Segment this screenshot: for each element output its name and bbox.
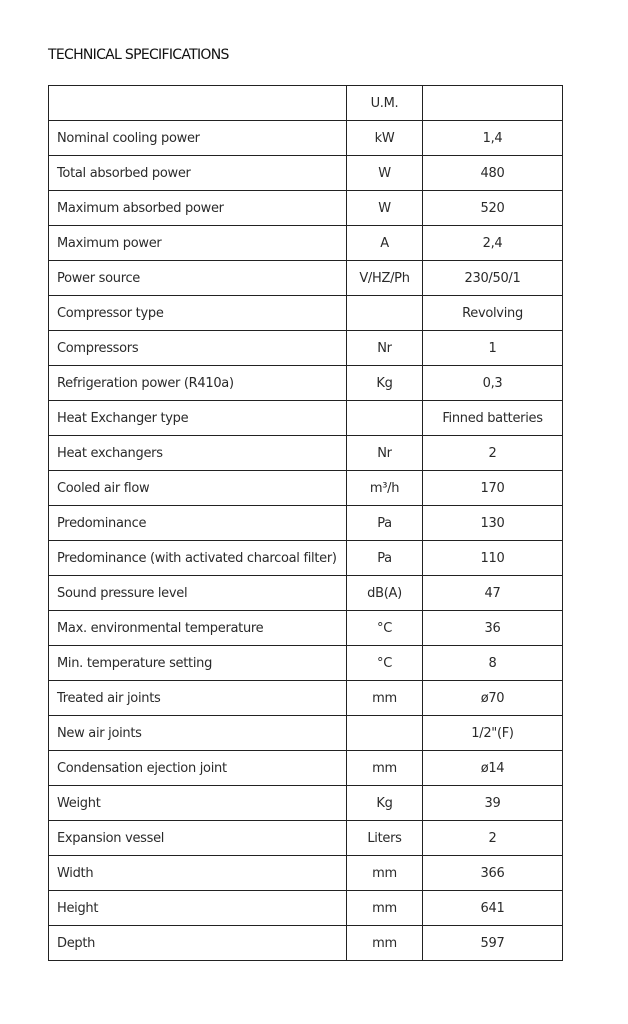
row-parameter: Weight: [49, 786, 347, 821]
row-parameter: Max. environmental temperature: [49, 611, 347, 646]
row-value: 47: [423, 576, 563, 611]
row-value: 597: [423, 926, 563, 961]
row-parameter: Compressors: [49, 331, 347, 366]
row-value: 366: [423, 856, 563, 891]
row-value: 1: [423, 331, 563, 366]
row-unit: V/HZ/Ph: [347, 261, 423, 296]
row-parameter: Predominance (with activated charcoal filter): [49, 541, 347, 576]
row-unit: mm: [347, 856, 423, 891]
row-unit: Kg: [347, 786, 423, 821]
table-row: [49, 541, 563, 576]
row-unit: [347, 296, 423, 331]
row-value: 36: [423, 611, 563, 646]
table-row: [49, 296, 563, 331]
table-row: [49, 751, 563, 786]
row-parameter: Width: [49, 856, 347, 891]
table-row: [49, 401, 563, 436]
row-value: 130: [423, 506, 563, 541]
row-unit: mm: [347, 751, 423, 786]
row-value: Revolving: [423, 296, 563, 331]
table-row: [49, 576, 563, 611]
table-row: [49, 681, 563, 716]
row-unit: Kg: [347, 366, 423, 401]
row-unit: °C: [347, 646, 423, 681]
row-value: 641: [423, 891, 563, 926]
row-parameter: New air joints: [49, 716, 347, 751]
row-value: 39: [423, 786, 563, 821]
header-unit: U.M.: [347, 86, 423, 121]
row-value: 2,4: [423, 226, 563, 261]
row-value: ø14: [423, 751, 563, 786]
row-unit: m³/h: [347, 471, 423, 506]
row-unit: dB(A): [347, 576, 423, 611]
row-parameter: Expansion vessel: [49, 821, 347, 856]
row-value: Finned batteries: [423, 401, 563, 436]
row-unit: kW: [347, 121, 423, 156]
row-unit: °C: [347, 611, 423, 646]
row-parameter: Nominal cooling power: [49, 121, 347, 156]
table-row: [49, 891, 563, 926]
row-unit: mm: [347, 891, 423, 926]
row-parameter: Refrigeration power (R410a): [49, 366, 347, 401]
row-value: 110: [423, 541, 563, 576]
table-row: [49, 191, 563, 226]
row-value: 170: [423, 471, 563, 506]
row-parameter: Condensation ejection joint: [49, 751, 347, 786]
row-unit: Nr: [347, 436, 423, 471]
row-parameter: Predominance: [49, 506, 347, 541]
row-value: ø70: [423, 681, 563, 716]
table-row: [49, 716, 563, 751]
row-value: 230/50/1: [423, 261, 563, 296]
table-row: [49, 261, 563, 296]
row-value: 0,3: [423, 366, 563, 401]
table-row: [49, 436, 563, 471]
row-parameter: Maximum absorbed power: [49, 191, 347, 226]
row-parameter: Heat Exchanger type: [49, 401, 347, 436]
table-row: [49, 926, 563, 961]
row-unit: mm: [347, 926, 423, 961]
row-parameter: Cooled air flow: [49, 471, 347, 506]
table-row: [49, 156, 563, 191]
page-title: TECHNICAL SPECIFICATIONS: [48, 47, 229, 63]
row-parameter: Sound pressure level: [49, 576, 347, 611]
table-row: [49, 471, 563, 506]
table-row: [49, 856, 563, 891]
header-value: [423, 86, 563, 121]
row-unit: mm: [347, 681, 423, 716]
row-parameter: Total absorbed power: [49, 156, 347, 191]
spec-table-body: [49, 86, 563, 961]
spec-table: [48, 85, 563, 961]
row-value: 520: [423, 191, 563, 226]
row-value: 1,4: [423, 121, 563, 156]
row-parameter: Power source: [49, 261, 347, 296]
table-row: [49, 121, 563, 156]
table-row: [49, 226, 563, 261]
row-unit: Nr: [347, 331, 423, 366]
row-unit: Pa: [347, 541, 423, 576]
row-parameter: Height: [49, 891, 347, 926]
row-parameter: Heat exchangers: [49, 436, 347, 471]
table-row: [49, 506, 563, 541]
table-row: [49, 646, 563, 681]
row-value: 480: [423, 156, 563, 191]
row-value: 2: [423, 821, 563, 856]
header-parameter: [49, 86, 347, 121]
table-row: [49, 821, 563, 856]
row-unit: W: [347, 156, 423, 191]
row-unit: [347, 401, 423, 436]
row-unit: Pa: [347, 506, 423, 541]
row-parameter: Depth: [49, 926, 347, 961]
row-unit: A: [347, 226, 423, 261]
row-value: 1/2"(F): [423, 716, 563, 751]
row-parameter: Min. temperature setting: [49, 646, 347, 681]
row-unit: W: [347, 191, 423, 226]
row-unit: Liters: [347, 821, 423, 856]
table-row: [49, 366, 563, 401]
row-value: 2: [423, 436, 563, 471]
table-row: [49, 786, 563, 821]
table-row: [49, 611, 563, 646]
table-row: [49, 331, 563, 366]
row-parameter: Treated air joints: [49, 681, 347, 716]
row-parameter: Compressor type: [49, 296, 347, 331]
row-unit: [347, 716, 423, 751]
row-parameter: Maximum power: [49, 226, 347, 261]
table-header-row: [49, 86, 563, 121]
row-value: 8: [423, 646, 563, 681]
